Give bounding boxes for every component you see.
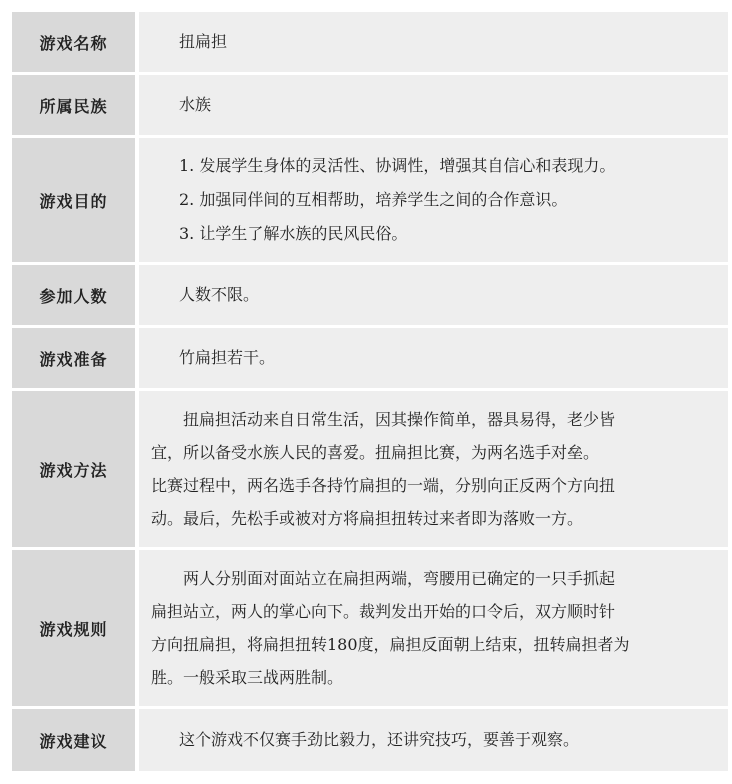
table-row-rules <box>12 550 728 706</box>
content-line: 1. 发展学生身体的灵活性、协调性，增强其自信心和表现力。 <box>179 156 616 175</box>
table-row-ethnic-group <box>12 75 728 135</box>
row-content <box>139 265 728 325</box>
content-line: 人数不限。 <box>179 285 260 304</box>
row-content <box>139 709 728 771</box>
content-line: 3. 让学生了解水族的民风民俗。 <box>179 224 408 243</box>
row-label: 游戏准备 <box>12 328 135 388</box>
content-line: 扁担站立，两人的掌心向下。裁判发出开始的口令后，双方顺时针 <box>151 602 616 621</box>
row-content <box>139 328 728 388</box>
content-line: 宜，所以备受水族人民的喜爱。扭扁担比赛，为两名选手对垒。 <box>151 443 600 462</box>
table-row-game-purpose <box>12 138 728 262</box>
table-row-participants <box>12 265 728 325</box>
content-line: 两人分别面对面站立在扁担两端，弯腰用已确定的一只手抓起 <box>151 569 616 588</box>
content-line: 这个游戏不仅赛手劲比毅力，还讲究技巧，要善于观察。 <box>179 730 580 749</box>
table-row-preparation <box>12 328 728 388</box>
content-line: 胜。一般采取三战两胜制。 <box>151 668 344 687</box>
table-row-method <box>12 391 728 547</box>
row-label: 游戏建议 <box>12 709 135 771</box>
row-label: 游戏目的 <box>12 138 135 262</box>
content-line: 水族 <box>179 95 212 114</box>
row-label: 游戏方法 <box>12 391 135 547</box>
content-line: 扭扁担活动来自日常生活，因其操作简单，器具易得，老少皆 <box>151 410 616 429</box>
row-content <box>139 75 728 135</box>
row-content <box>139 138 728 262</box>
content-line: 动。最后，先松手或被对方将扁担扭转过来者即为落败一方。 <box>151 509 584 528</box>
row-label: 所属民族 <box>12 75 135 135</box>
content-line: 比赛过程中，两名选手各持竹扁担的一端，分别向正反两个方向扭 <box>151 476 616 495</box>
row-label: 游戏规则 <box>12 550 135 706</box>
content-line: 竹扁担若干。 <box>179 348 276 367</box>
row-label: 参加人数 <box>12 265 135 325</box>
content-line: 扭扁担 <box>179 32 228 51</box>
row-content <box>139 391 728 547</box>
content-line: 2. 加强同伴间的互相帮助，培养学生之间的合作意识。 <box>179 190 568 209</box>
table-row-game-name <box>12 12 728 72</box>
table-row-suggestion <box>12 709 728 771</box>
row-label: 游戏名称 <box>12 12 135 72</box>
content-line: 方向扭扁担，将扁担扭转180度，扁担反面朝上结束，扭转扁担者为 <box>151 635 630 654</box>
row-content <box>139 12 728 72</box>
row-content <box>139 550 728 706</box>
